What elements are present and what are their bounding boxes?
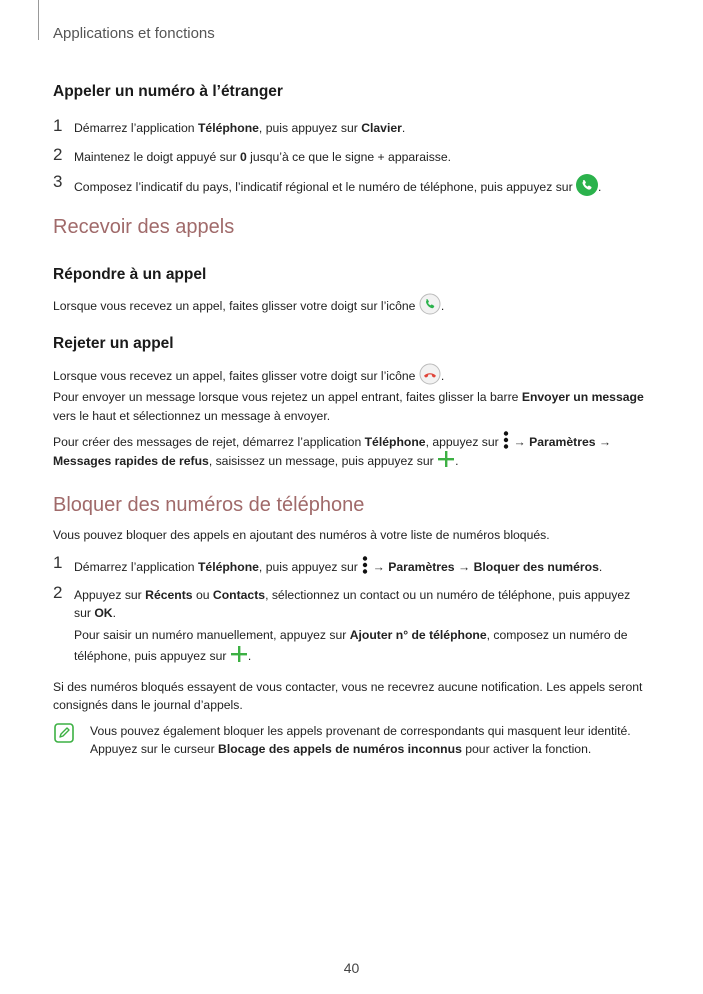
step-text-cont: sur OK.	[74, 606, 116, 620]
step-number: 2	[53, 145, 63, 164]
answer-text: Lorsque vous recevez un appel, faites glisser votre doigt sur l’icône .	[53, 293, 444, 321]
section-title-receive-calls: Recevoir des appels	[53, 216, 235, 238]
subsection-title-answer: Répondre à un appel	[53, 266, 207, 283]
step-text: Démarrez l’application Téléphone, puis appuyez sur Clavier.	[74, 121, 406, 135]
step-number: 2	[53, 583, 63, 602]
step-text: Maintenez le doigt appuyé sur 0 jusqu’à ce que le signe + apparaisse.	[74, 150, 452, 164]
step-number: 3	[53, 172, 63, 191]
reject-message-text-cont: vers le haut et sélectionnez un message à envoyer.	[53, 409, 331, 423]
step-text-manual-cont: téléphone, puis appuyez sur .	[74, 645, 251, 669]
add-plus-icon	[437, 450, 455, 474]
page-number: 40	[343, 960, 360, 976]
step-text: Composez l’indicatif du pays, l’indicatif régional et le numéro de téléphone, puis appuyez sur .	[74, 174, 601, 202]
more-options-icon	[502, 430, 510, 456]
step-text: Appuyez sur Récents ou Contacts, sélectionnez un contact ou un numéro de téléphone, puis appuyez	[74, 588, 631, 602]
section-title-block-numbers: Bloquer des numéros de téléphone	[53, 494, 365, 516]
block-intro-text: Vous pouvez bloquer des appels en ajoutant des numéros à votre liste de numéros bloqués.	[53, 528, 550, 542]
step-text: Démarrez l’application Téléphone, puis appuyez sur → Paramètres → Bloquer des numéros.	[74, 555, 602, 581]
header-title: Applications et fonctions	[53, 25, 215, 42]
step-text-manual: Pour saisir un numéro manuellement, appuyez sur Ajouter n° de téléphone, composez un numéro de	[74, 628, 628, 642]
reject-text: Lorsque vous recevez un appel, faites glisser votre doigt sur l’icône .	[53, 363, 444, 391]
reject-message-text: Pour envoyer un message lorsque vous rejetez un appel entrant, faites glisser la barre Envoyer un message	[53, 390, 644, 404]
header-divider	[38, 0, 39, 40]
step-number: 1	[53, 116, 63, 135]
section-title-international-call: Appeler un numéro à l’étranger	[53, 83, 283, 100]
step-number: 1	[53, 553, 63, 572]
add-plus-icon	[230, 645, 248, 669]
note-pencil-icon	[54, 723, 74, 748]
block-note-text: Si des numéros bloqués essayent de vous contacter, vous ne recevrez aucune notification. Les appels seront	[53, 680, 643, 694]
reject-settings-text: Pour créer des messages de rejet, démarrez l’application Téléphone, appuyez sur → Paramètres →	[53, 430, 611, 456]
call-button-icon	[576, 174, 598, 202]
tip-text-cont: Appuyez sur le curseur Blocage des appels de numéros inconnus pour activer la fonction.	[90, 742, 592, 756]
reject-settings-text-cont: Messages rapides de refus, saisissez un message, puis appuyez sur .	[53, 450, 459, 474]
subsection-title-reject: Rejeter un appel	[53, 335, 174, 352]
tip-text: Vous pouvez également bloquer les appels provenant de correspondants qui masquent leur identité.	[90, 724, 631, 738]
answer-call-icon	[419, 293, 441, 321]
block-note-text-cont: consignés dans le journal d’appels.	[53, 698, 243, 712]
